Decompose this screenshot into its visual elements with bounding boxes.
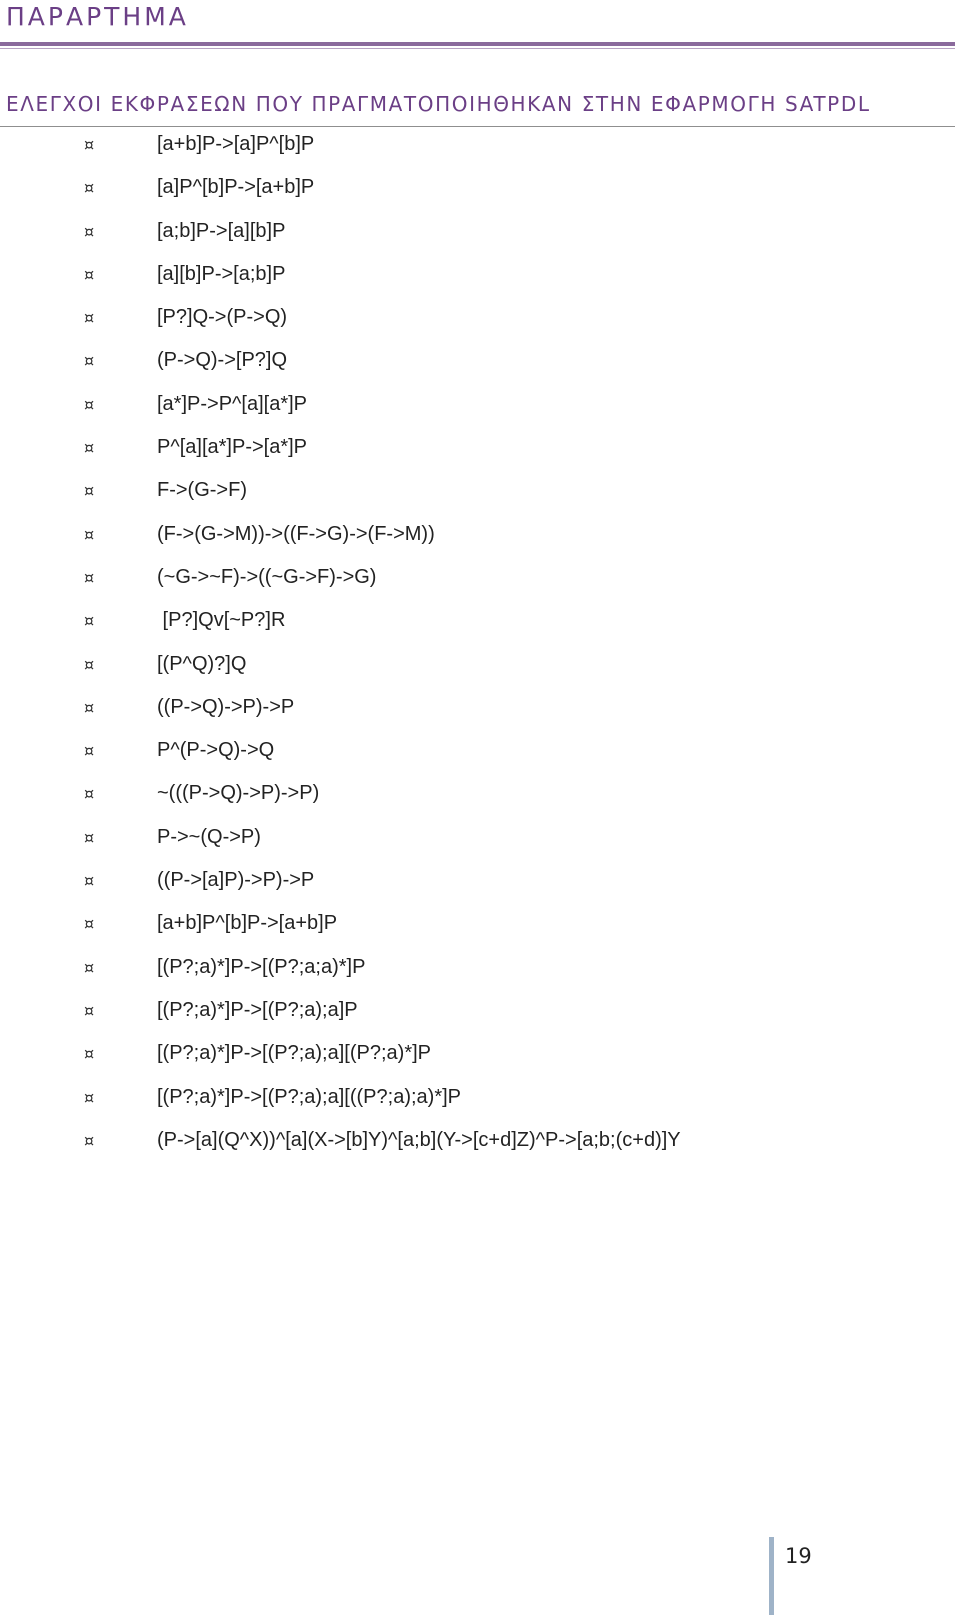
expression-text: P^[a][a*]P->[a*]P (157, 436, 308, 459)
bullet-icon: ¤ (84, 871, 95, 891)
header-divider-thick (0, 42, 955, 46)
expression-text: [(P?;a)*]P->[(P?;a;a)*]P (157, 955, 366, 978)
list-item (0, 473, 955, 516)
expression-text: (F->(G->M))->((F->G)->(F->M)) (157, 522, 435, 545)
page-number: 19 (785, 1544, 812, 1568)
expression-text: ~(((P->Q)->P)->P) (157, 782, 320, 805)
list-item (0, 993, 955, 1036)
bullet-icon: ¤ (84, 481, 95, 501)
expression-text: [P?]Qv[~P?]R (157, 609, 286, 632)
bullet-icon: ¤ (84, 524, 95, 544)
bullet-icon: ¤ (84, 394, 95, 414)
expression-text: P->~(Q->P) (157, 825, 261, 848)
list-item (0, 950, 955, 993)
list-item (0, 517, 955, 560)
list-item (0, 776, 955, 819)
list-item (0, 343, 955, 386)
list-item (0, 300, 955, 343)
list-item (0, 257, 955, 300)
bullet-icon: ¤ (84, 1087, 95, 1107)
bullet-icon: ¤ (84, 1000, 95, 1020)
bullet-icon: ¤ (84, 351, 95, 371)
bullet-icon: ¤ (84, 697, 95, 717)
bullet-icon: ¤ (84, 178, 95, 198)
expression-list (0, 127, 955, 1166)
bullet-icon: ¤ (84, 135, 95, 154)
list-item (0, 863, 955, 906)
list-item (0, 733, 955, 776)
expression-text: [a*]P->P^[a][a*]P (157, 392, 308, 415)
expression-text: [P?]Q->(P->Q) (157, 306, 288, 329)
bullet-icon: ¤ (84, 957, 95, 977)
bullet-icon: ¤ (84, 741, 95, 761)
list-item (0, 1036, 955, 1079)
bullet-icon: ¤ (84, 914, 95, 934)
list-item (0, 387, 955, 430)
list-item (0, 603, 955, 646)
list-item (0, 690, 955, 733)
expression-text: [a+b]P^[b]P->[a+b]P (157, 912, 338, 935)
expression-text: ((P->[a]P)->P)->P (157, 869, 315, 892)
section-title: ΕΛΕΓΧΟΙ ΕΚΦΡΑΣΕΩΝ ΠΟΥ ΠΡΑΓΜΑΤΟΠΟΙΗΘΗΚΑΝ ΣΤΗΝ ΕΦΑΡΜΟΓΗ SATPDL (6, 92, 871, 116)
bullet-icon: ¤ (84, 221, 95, 241)
list-item (0, 170, 955, 213)
expression-text: [(P^Q)?]Q (157, 652, 247, 675)
list-item (0, 1080, 955, 1123)
expression-text: [(P?;a)*]P->[(P?;a);a]P (157, 998, 358, 1021)
bullet-icon: ¤ (84, 1130, 95, 1150)
list-item (0, 820, 955, 863)
bullet-icon: ¤ (84, 264, 95, 284)
list-item (0, 214, 955, 257)
header-divider-thin (0, 48, 955, 49)
list-item (0, 906, 955, 949)
expression-text: ((P->Q)->P)->P (157, 695, 295, 718)
bullet-icon: ¤ (84, 308, 95, 328)
expression-text: [a][b]P->[a;b]P (157, 262, 286, 285)
list-item (0, 127, 955, 170)
bullet-icon: ¤ (84, 438, 95, 458)
bullet-icon: ¤ (84, 827, 95, 847)
expression-text: (P->[a](Q^X))^[a](X->[b]Y)^[a;b](Y->[c+d]Z)^P->[a;b;(c+d)]Y (157, 1128, 681, 1151)
bullet-icon: ¤ (84, 784, 95, 804)
expression-text: F->(G->F) (157, 479, 247, 502)
expression-text: (P->Q)->[P?]Q (157, 349, 288, 372)
list-item (0, 560, 955, 603)
expression-text: [a]P^[b]P->[a+b]P (157, 176, 315, 199)
bullet-icon: ¤ (84, 654, 95, 674)
expression-text: [(P?;a)*]P->[(P?;a);a][((P?;a);a)*]P (157, 1085, 461, 1108)
bullet-icon: ¤ (84, 1044, 95, 1064)
list-item (0, 647, 955, 690)
expression-text: P^(P->Q)->Q (157, 739, 275, 762)
bullet-icon: ¤ (84, 611, 95, 631)
expression-text: [(P?;a)*]P->[(P?;a);a][(P?;a)*]P (157, 1042, 431, 1065)
chapter-title: ΠΑΡΑΡΤΗΜΑ (6, 2, 189, 31)
bullet-icon: ¤ (84, 567, 95, 587)
expression-text: [a+b]P->[a]P^[b]P (157, 133, 315, 155)
list-item (0, 430, 955, 473)
footer-accent-bar (769, 1537, 774, 1615)
expression-text: (~G->~F)->((~G->F)->G) (157, 565, 377, 588)
expression-text: [a;b]P->[a][b]P (157, 219, 286, 242)
list-item (0, 1123, 955, 1166)
